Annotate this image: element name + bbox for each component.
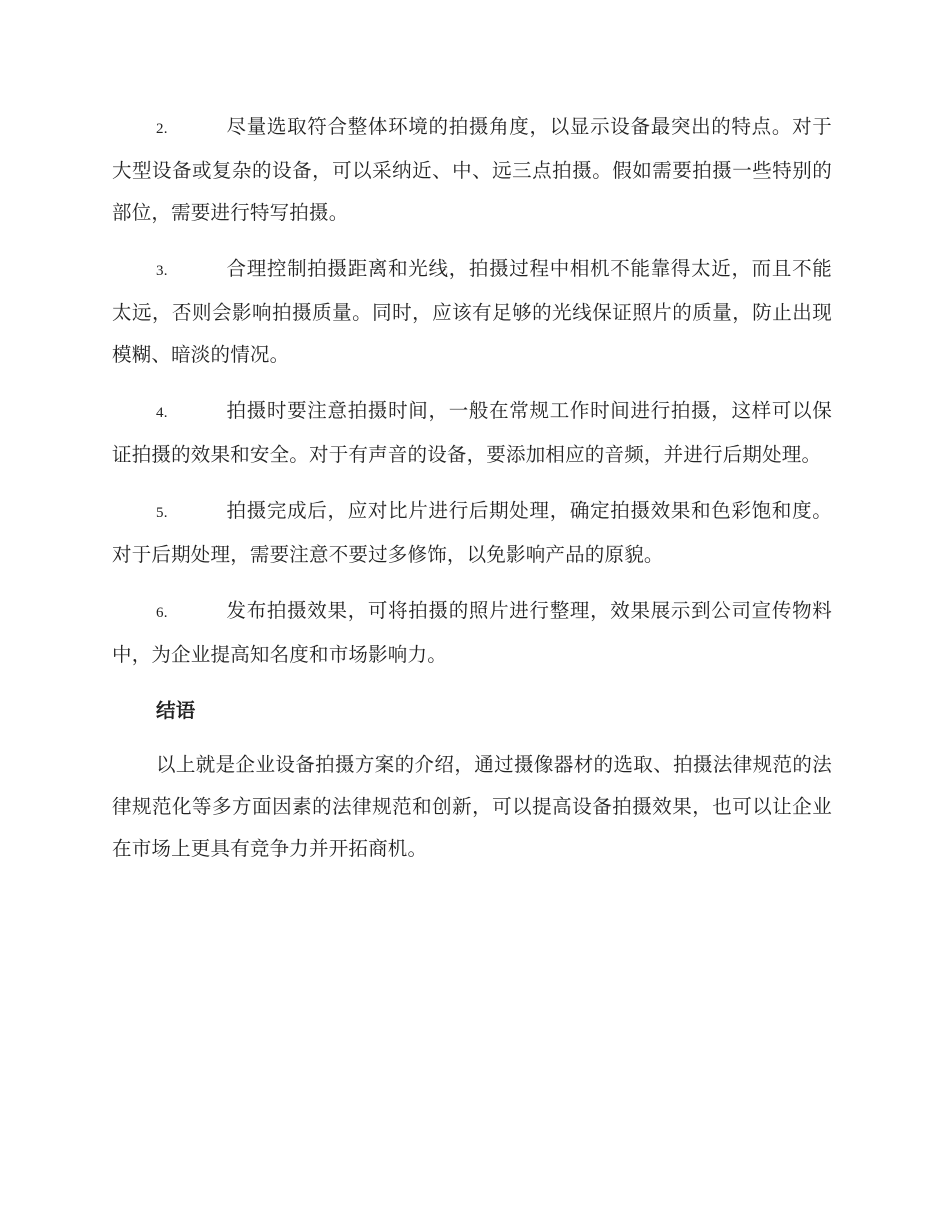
list-number: 2. [156,121,168,137]
list-item-3 [112,248,832,376]
list-number: 6. [156,605,168,621]
list-item-5 [112,490,832,576]
list-number: 3. [156,263,168,279]
list-number: 5. [156,505,168,521]
list-item-4 [112,390,832,476]
list-item-6 [112,590,832,676]
conclusion-heading: 结语 [156,699,196,722]
list-item-text: 拍摄完成后，应对比片进行后期处理，确定拍摄效果和色彩饱和度。对于后期处理，需要注意不要过多修饰，以免影响产品的原貌。 [112,499,832,566]
conclusion-paragraph: 以上就是企业设备拍摄方案的介绍，通过摄像器材的选取、拍摄法律规范的法律规范化等多方面因素的法律规范和创新，可以提高设备拍摄效果，也可以让企业在市场上更具有竞争力并开拓商机。 [112,753,832,860]
list-item-2 [112,106,832,234]
document-body [112,106,832,870]
list-item-text: 拍摄时要注意拍摄时间，一般在常规工作时间进行拍摄，这样可以保证拍摄的效果和安全。对于有声音的设备，要添加相应的音频，并进行后期处理。 [112,399,832,466]
list-item-text: 合理控制拍摄距离和光线，拍摄过程中相机不能靠得太近，而且不能太远，否则会影响拍摄质量。同时，应该有足够的光线保证照片的质量，防止出现模糊、暗淡的情况。 [112,257,832,366]
list-item-text: 尽量选取符合整体环境的拍摄角度，以显示设备最突出的特点。对于大型设备或复杂的设备，可以采纳近、中、远三点拍摄。假如需要拍摄一些特别的部位，需要进行特写拍摄。 [112,115,832,224]
list-item-text: 发布拍摄效果，可将拍摄的照片进行整理，效果展示到公司宣传物料中，为企业提高知名度和市场影响力。 [112,599,832,666]
list-number: 4. [156,405,168,421]
